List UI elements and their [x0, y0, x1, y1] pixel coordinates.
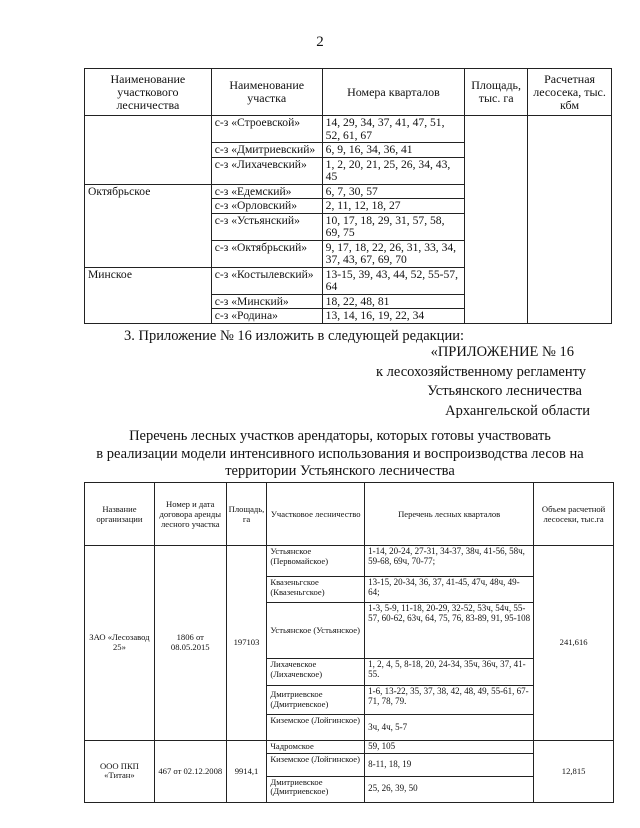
- header-forestry: Наименование участкового лесничества: [85, 69, 212, 116]
- annex-heading: [0, 343, 590, 421]
- quarters-cell: 1-3, 5-9, 11-18, 20-29, 32-52, 53ч, 54ч, 55-57, 60-62, 63ч, 64, 75, 76, 83-89, 91, 95-108: [365, 603, 534, 659]
- annex-line: к лесохозяйственному регламенту: [376, 363, 586, 380]
- organization-cell: ООО ПКП «Титан»: [85, 741, 155, 803]
- forestry-cell: Киземское (Лойгинское): [267, 753, 365, 776]
- forestry-cell: Киземское (Лойгинское): [267, 715, 365, 741]
- lease-sites-table: [84, 482, 614, 803]
- quarters-cell: 13, 14, 16, 19, 22, 34: [322, 309, 465, 324]
- quarters-cell: 13-15, 20-34, 36, 37, 41-45, 47ч, 48ч, 49-64;: [365, 577, 534, 603]
- quarters-cell: 13-15, 39, 43, 44, 52, 55-57, 64: [322, 267, 465, 294]
- contract-cell: 1806 от 08.05.2015: [154, 546, 226, 741]
- quarters-cell: 1, 2, 4, 5, 8-18, 20, 24-34, 35ч, 36ч, 37, 41-55.: [365, 659, 534, 686]
- header-cut: Расчетная лесосека, тыс. кбм: [528, 69, 612, 116]
- table-row: [85, 741, 614, 754]
- site-cell: с-з «Едемский»: [211, 184, 322, 199]
- site-cell: с-з «Устьянский»: [211, 213, 322, 240]
- organization-cell: ЗАО «Лесозавод 25»: [85, 546, 155, 741]
- annex-line: Устьянского лесничества: [427, 383, 582, 399]
- header-area: Площадь, га: [226, 483, 267, 546]
- quarters-cell: 1-14, 20-24, 27-31, 34-37, 38ч, 41-56, 58ч, 59-68, 69ч, 70-77;: [365, 546, 534, 577]
- cut-cell: [528, 116, 612, 324]
- quarters-cell: 2, 11, 12, 18, 27: [322, 199, 465, 214]
- site-cell: с-з «Орловский»: [211, 199, 322, 214]
- caption-line: территории Устьянского лесничества: [225, 463, 455, 479]
- quarters-cell: 1-6, 13-22, 35, 37, 38, 42, 48, 49, 55-61, 67-71, 78, 79.: [365, 686, 534, 715]
- area-cell: 9914,1: [226, 741, 267, 803]
- table-header-row: [85, 69, 612, 116]
- volume-cell: 241,616: [534, 546, 614, 741]
- forestry-cell: Лихачевское (Лихачевское): [267, 659, 365, 686]
- forestry-cell: Устьянское (Первомайское): [267, 546, 365, 577]
- contract-cell: 467 от 02.12.2008: [154, 741, 226, 803]
- header-quarters: Перечень лесных кварталов: [365, 483, 534, 546]
- forestry-cell: Устьянское (Устьянское): [267, 603, 365, 659]
- table-row: [85, 546, 614, 577]
- quarters-cell: 14, 29, 34, 37, 41, 47, 51, 52, 61, 67: [322, 116, 465, 143]
- header-site: Наименование участка: [211, 69, 322, 116]
- forestry-cell: Квазеньгское (Квазеньгское): [267, 577, 365, 603]
- quarters-cell: 18, 22, 48, 81: [322, 294, 465, 309]
- site-cell: с-з «Дмитриевский»: [211, 143, 322, 158]
- quarters-cell: 25, 26, 39, 50: [365, 776, 534, 802]
- header-organization: Название организации: [85, 483, 155, 546]
- quarters-cell: 59, 105: [365, 741, 534, 754]
- site-cell: с-з «Родина»: [211, 309, 322, 324]
- caption-line: в реализации модели интенсивного использования и воспроизводства лесов на: [96, 445, 584, 462]
- forestry-cell: Минское: [85, 267, 212, 323]
- table-caption: [60, 428, 620, 481]
- quarters-cell: 8-11, 18, 19: [365, 753, 534, 776]
- forestry-cell: [85, 116, 212, 185]
- forestry-cell: Октябрьское: [85, 184, 212, 267]
- header-forestry: Участковое лесничество: [267, 483, 365, 546]
- area-cell: 197103: [226, 546, 267, 741]
- table-header-row: [85, 483, 614, 546]
- table-row: [85, 116, 612, 143]
- quarters-cell: 9, 17, 18, 22, 26, 31, 33, 34, 37, 43, 67, 69, 70: [322, 240, 465, 267]
- site-cell: с-з «Костылевский»: [211, 267, 322, 294]
- forestry-quarters-table: [84, 68, 612, 324]
- area-cell: [465, 116, 528, 324]
- quarters-cell: 3ч, 4ч, 5-7: [365, 715, 534, 741]
- quarters-cell: 10, 17, 18, 29, 31, 57, 58, 69, 75: [322, 213, 465, 240]
- annex-line: «ПРИЛОЖЕНИЕ № 16: [430, 344, 574, 360]
- annex-line: Архангельской области: [445, 402, 590, 419]
- header-volume: Объем расчетной лесосеки, тыс.га: [534, 483, 614, 546]
- page-number: 2: [316, 34, 324, 50]
- item-3-text: 3. Приложение № 16 изложить в следующей редакции:: [124, 328, 464, 344]
- site-cell: с-з «Минский»: [211, 294, 322, 309]
- header-area: Площадь, тыс. га: [465, 69, 528, 116]
- volume-cell: 12,815: [534, 741, 614, 803]
- forestry-cell: Чадромское: [267, 741, 365, 754]
- quarters-cell: 6, 9, 16, 34, 36, 41: [322, 143, 465, 158]
- forestry-cell: Дмитриевское (Дмитриевское): [267, 686, 365, 715]
- site-cell: с-з «Строевской»: [211, 116, 322, 143]
- site-cell: с-з «Октябрьский»: [211, 240, 322, 267]
- quarters-cell: 6, 7, 30, 57: [322, 184, 465, 199]
- site-cell: с-з «Лихачевский»: [211, 157, 322, 184]
- quarters-cell: 1, 2, 20, 21, 25, 26, 34, 43, 45: [322, 157, 465, 184]
- header-contract: Номер и дата договора аренды лесного участка: [154, 483, 226, 546]
- caption-line: Перечень лесных участков арендаторы, которых готовы участвовать: [129, 428, 551, 444]
- header-quarters: Номера кварталов: [322, 69, 465, 116]
- forestry-cell: Дмитриевское (Дмитриевское): [267, 776, 365, 802]
